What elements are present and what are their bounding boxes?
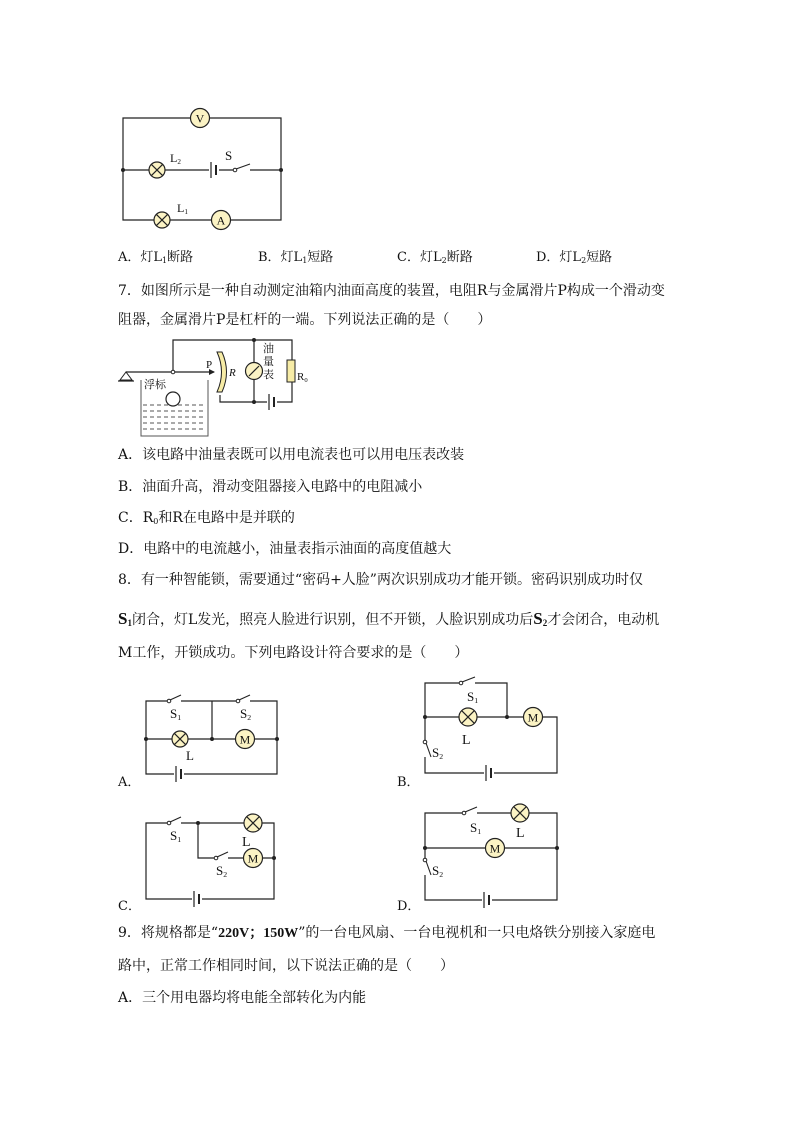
opt-sub: 1: [162, 256, 168, 265]
component-label: P: [206, 359, 213, 371]
voltmeter-icon: [191, 109, 210, 128]
component-label: S2: [240, 706, 252, 722]
s-text: S: [533, 609, 543, 628]
q8-option-c-label: C．: [118, 899, 141, 914]
opt-sub: 1: [302, 256, 308, 265]
junction-dot: [196, 821, 200, 825]
switch-icon: [422, 740, 431, 757]
component-label: S: [225, 148, 233, 163]
wire: [123, 170, 281, 220]
opt-text: D．灯L: [536, 250, 582, 265]
opt-text: A．灯L: [118, 250, 163, 265]
q8-stem-line1: 8．有一种智能锁，需要通过“密码+人脸”两次识别成功才能开锁。密码识别成功时仅: [118, 572, 643, 588]
variable-resistor-icon: [217, 352, 227, 392]
motor-icon: [236, 730, 255, 749]
component-label: L2: [170, 151, 181, 166]
stem-text: ”的一台电风扇、一台电视机和一只电烙铁分别接入家庭电: [298, 925, 656, 941]
lamp-icon: [149, 162, 165, 178]
lamp-icon: [172, 731, 188, 747]
wire: [146, 739, 277, 774]
q8-option-d-label: D．: [397, 899, 421, 914]
lever-joint: [171, 370, 175, 374]
component-label: S1: [170, 706, 182, 722]
q7-stem-line2: 阻器，金属滑片P是杠杆的一端。下列说法正确的是（ ）: [118, 312, 492, 328]
ammeter-icon: [212, 211, 231, 230]
motor-icon: [524, 708, 543, 727]
battery-icon: [482, 892, 492, 908]
oil-gauge-icon: [246, 363, 263, 380]
q8-stem-line3: M工作，开锁成功。下列电路设计符合要求的是（ ）: [118, 645, 469, 661]
opt-text: 短路: [586, 250, 613, 265]
component-label: L: [462, 733, 471, 748]
switch-icon: [167, 817, 181, 826]
junction-dot: [555, 846, 559, 850]
component-label: S2: [432, 745, 444, 761]
q8-option-b-label: B．: [397, 775, 420, 790]
opt-sub: 2: [581, 256, 587, 265]
stem-text: 闭合，灯L发光，照亮人脸进行识别，但不开锁，人脸识别成功后: [131, 612, 534, 628]
switch-icon: [233, 164, 250, 173]
junction-dot: [252, 338, 256, 342]
motor-icon: [486, 839, 505, 858]
battery-icon: [267, 394, 277, 410]
battery-icon: [192, 891, 202, 907]
component-label: 浮标: [144, 379, 166, 391]
component-label: S1: [170, 828, 182, 844]
gauge-label-char: 油: [263, 343, 274, 355]
opt-sub: 2: [441, 256, 447, 265]
junction-dot: [144, 737, 148, 741]
s1-symbol: [118, 609, 132, 628]
q6-option-d: [536, 249, 612, 270]
meter-label: M: [239, 732, 251, 747]
q7-option-c: [118, 509, 295, 531]
s-text: S: [118, 609, 128, 628]
meter-label: M: [489, 841, 501, 856]
switch-icon: [214, 852, 228, 861]
stem-text: 9．将规格都是“: [118, 925, 219, 941]
float-icon: [166, 392, 180, 406]
r0-resistor-icon: [287, 360, 295, 382]
component-label: L: [242, 835, 251, 850]
component-label: L: [186, 748, 194, 763]
component-label: R0: [297, 371, 308, 384]
wire: [198, 823, 274, 858]
lamp-icon: [511, 804, 529, 822]
resistor-label: R: [229, 367, 236, 379]
lamp-icon: [244, 814, 262, 832]
component-label: S2: [216, 863, 228, 879]
s2-symbol: [533, 609, 547, 628]
junction-dot: [505, 715, 509, 719]
q6-option-b: [258, 249, 333, 270]
component-label: L1: [177, 201, 188, 216]
q8-stem-line2: [118, 610, 659, 632]
battery-icon: [209, 162, 219, 178]
battery-icon: [484, 765, 494, 781]
q7-option-b: B．油面升高，滑动变阻器接入电路中的电阻减小: [118, 479, 423, 495]
junction-dot: [210, 737, 214, 741]
junction-dot: [275, 737, 279, 741]
battery-icon: [174, 766, 184, 782]
opt-text: 短路: [307, 250, 334, 265]
q6-option-a: [118, 249, 193, 270]
switch-icon: [462, 807, 477, 816]
spec-text: 220V；150W: [218, 926, 299, 941]
q9-stem-line1: [118, 924, 655, 943]
q8-option-a-label: A．: [118, 775, 141, 790]
opt-text: 断路: [167, 250, 194, 265]
q7-option-d: D．电路中的电流越小，油量表指示油面的高度值越大: [118, 541, 452, 557]
junction-dot: [272, 856, 276, 860]
junction-dot: [423, 846, 427, 850]
pivot-icon: [120, 372, 132, 380]
component-label: L: [516, 826, 525, 841]
junction-dot: [121, 168, 125, 172]
motor-icon: [244, 849, 263, 868]
junction-dot: [252, 400, 256, 404]
junction-dot: [423, 715, 427, 719]
lamp-icon: [154, 212, 170, 228]
opt-text: C．灯L: [397, 250, 442, 265]
switch-icon: [236, 695, 250, 704]
q9-stem-line2: 路中，正常工作相同时间，以下说法正确的是（ ）: [118, 958, 454, 974]
component-label: S1: [470, 820, 482, 836]
opt-text: B．灯L: [258, 250, 303, 265]
s-sub: 1: [127, 618, 132, 628]
q7-option-a: A．该电路中油量表既可以用电流表也可以用电压表改装: [118, 447, 465, 463]
gauge-label-char: 表: [263, 369, 274, 381]
meter-label: A: [216, 213, 226, 228]
junction-dot: [279, 168, 283, 172]
component-label: S1: [467, 689, 479, 705]
meter-label: M: [247, 851, 259, 866]
switch-icon: [459, 677, 475, 686]
opt-sub: 0: [153, 517, 159, 526]
q9-option-a: A．三个用电器均将电能全部转化为内能: [118, 990, 367, 1006]
q7-stem-line1: 7．如图所示是一种自动测定油箱内油面高度的装置，电阻R与金属滑片P构成一个滑动变: [118, 283, 665, 299]
opt-text: 断路: [446, 250, 473, 265]
component-label: S2: [432, 863, 444, 879]
meter-label: V: [195, 111, 205, 126]
s-sub: 2: [542, 618, 548, 628]
switch-icon: [422, 858, 431, 875]
opt-text: C．R: [118, 510, 154, 526]
lamp-icon: [459, 708, 477, 726]
q6-option-c: [397, 249, 473, 270]
gauge-label-char: 量: [263, 356, 274, 368]
meter-label: M: [527, 710, 539, 725]
switch-icon: [167, 695, 181, 704]
stem-text: 才会闭合，电动机: [547, 612, 660, 628]
opt-text: 和R在电路中是并联的: [158, 510, 295, 526]
